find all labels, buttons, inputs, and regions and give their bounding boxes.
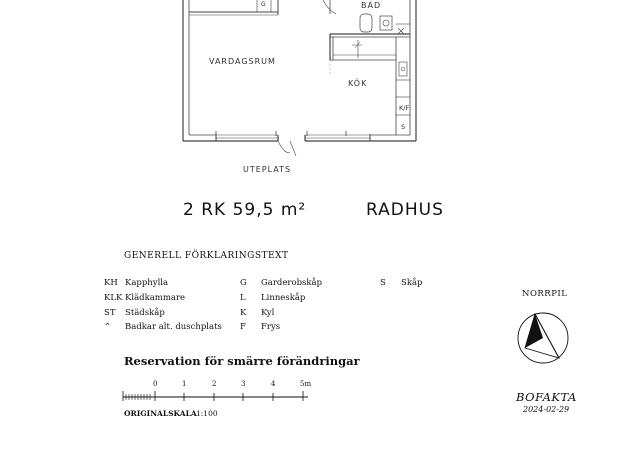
scale-tick-label: 0 (153, 380, 158, 388)
legend-desc: Städskåp (125, 308, 165, 318)
legend-code: F (240, 322, 246, 332)
legend-code: S (380, 278, 386, 288)
room-label-vardagsrum: VARDAGSRUM (209, 57, 276, 66)
legend-code: KH (104, 278, 118, 288)
legend-desc: Linneskåp (261, 293, 306, 303)
legend-item (380, 278, 423, 288)
legend-code: KLK (104, 293, 123, 303)
scale-tick-label: 1 (182, 380, 187, 388)
legend-item (240, 322, 281, 332)
room-label-bad: BAD (361, 1, 382, 10)
original-scale-value: 1:100 (196, 409, 218, 418)
scale-tick-label: 4 (271, 380, 276, 388)
north-arrow-label: NORRPIL (522, 289, 568, 299)
room-label-kok: KÖK (348, 79, 368, 88)
legend-desc: Garderobskåp (261, 278, 323, 288)
legend-desc: Badkar alt. duschplats (125, 322, 222, 332)
legend-item (104, 278, 169, 288)
legend-desc: Frys (261, 322, 281, 332)
legend-desc: Kyl (261, 308, 275, 318)
scale-tick-label: 2 (212, 380, 217, 388)
fixture-label-s: S (401, 123, 406, 131)
legend-heading: GENERELL FÖRKLARINGSTEXT (124, 251, 289, 261)
original-scale-label: ORIGINALSKALA (124, 409, 197, 418)
legend-code: ST (104, 308, 116, 318)
fixture-label-g: G (261, 1, 266, 8)
legend-item (240, 293, 306, 303)
drawing-date: 2024-02-29 (523, 405, 570, 414)
legend-desc: Klädkammare (125, 293, 186, 303)
apartment-size-title: 2 RK 59,5 m² (183, 200, 307, 220)
floor-plan (0, 0, 625, 200)
apartment-type-title: RADHUS (366, 200, 444, 220)
outdoor-label-uteplats: UTEPLATS (243, 165, 292, 174)
fixture-label-kf: K/F (399, 104, 410, 112)
scale-tick-label: 3 (241, 380, 246, 388)
legend-item (104, 293, 186, 303)
scale-tick-label: 5m (300, 380, 312, 388)
scale-bar (120, 388, 320, 402)
reservation-note: Reservation för smärre förändringar (124, 354, 360, 368)
north-arrow-icon (515, 310, 571, 366)
legend-item (240, 308, 275, 318)
legend-code: G (240, 278, 247, 288)
brand-logo: BOFAKTA (516, 390, 577, 404)
legend-desc: Kapphylla (125, 278, 169, 288)
legend-item (104, 308, 165, 318)
bathtub-icon: ⌃ (104, 322, 112, 332)
legend-item (240, 278, 323, 288)
legend-item (104, 322, 222, 332)
legend-code: K (240, 308, 247, 318)
legend-desc: Skåp (401, 278, 423, 288)
legend-code: L (240, 293, 246, 303)
